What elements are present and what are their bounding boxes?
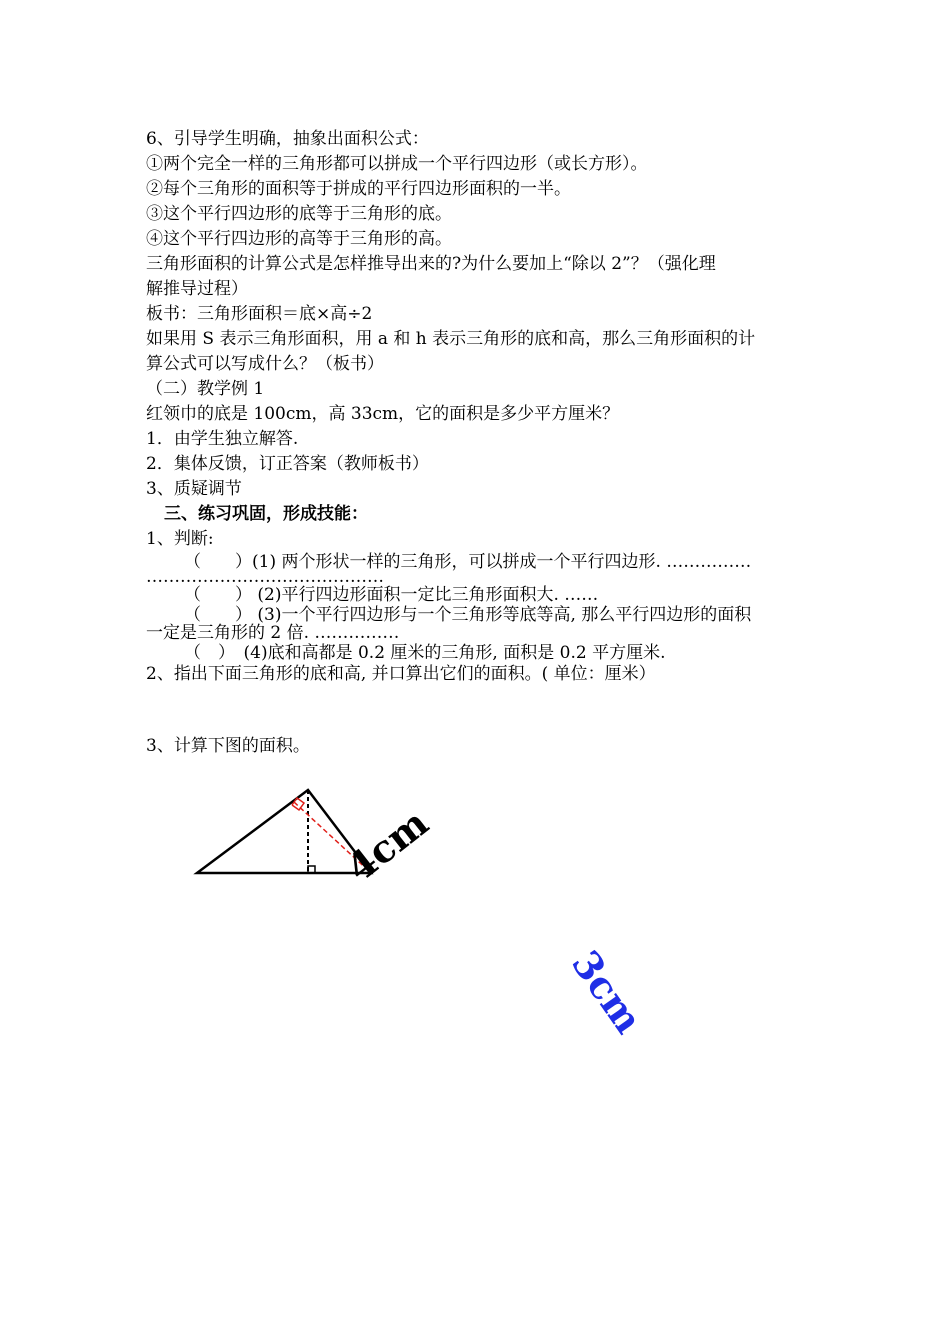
- text-line: ①两个完全一样的三角形都可以拼成一个平行四边形（或长方形）。: [146, 154, 648, 174]
- text-line: 三角形面积的计算公式是怎样推导出来的?为什么要加上“除以 2”？（强化理: [146, 254, 716, 274]
- judge-item-1: （ ）(1) 两个形状一样的三角形，可以拼成一个平行四边形. ……………: [184, 552, 752, 572]
- section-heading: 三、练习巩固，形成技能：: [164, 504, 368, 524]
- judge-item-2: （ ） (2)平行四边形面积一定比三角形面积大. ……: [184, 585, 599, 605]
- text-line: 3、计算下图的面积。: [146, 736, 310, 756]
- label-3cm: 3cm: [563, 942, 652, 1042]
- text-line: 一定是三角形的 2 倍. ……………: [146, 623, 400, 643]
- text-line: ④这个平行四边形的高等于三角形的高。: [146, 229, 452, 249]
- text-line: 如果用 S 表示三角形面积，用 a 和 h 表示三角形的底和高，那么三角形面积的计: [146, 329, 756, 349]
- dot-leader: ……………………………………: [146, 567, 384, 587]
- label-4cm: 4cm: [338, 799, 437, 891]
- text-line: 解推导过程）: [146, 279, 248, 299]
- text-line: 1．由学生独立解答.: [146, 429, 299, 449]
- text-line: ③这个平行四边形的底等于三角形的底。: [146, 204, 452, 224]
- text-line: 算公式可以写成什么？（板书）: [146, 354, 384, 374]
- text-line: ②每个三角形的面积等于拼成的平行四边形面积的一半。: [146, 179, 571, 199]
- text-line: 6、引导学生明确，抽象出面积公式：: [146, 129, 429, 149]
- text-line: 3、质疑调节: [146, 479, 242, 499]
- text-line: 2、指出下面三角形的底和高, 并口算出它们的面积。( 单位：厘米）: [146, 664, 656, 684]
- judge-item-3: （ ） (3)一个平行四边形与一个三角形等底等高, 那么平行四边形的面积: [184, 605, 752, 625]
- text-line: 2．集体反馈，订正答案（教师板书）: [146, 454, 429, 474]
- section-heading: （二）教学例 1: [146, 379, 265, 399]
- judge-item-4: （ ） (4)底和高都是 0.2 厘米的三角形, 面积是 0.2 平方厘米.: [184, 643, 666, 663]
- text-line: 红领巾的底是 100cm，高 33cm，它的面积是多少平方厘米？: [146, 404, 620, 424]
- text-line: 板书：三角形面积＝底×高÷2: [146, 304, 373, 324]
- text-line: 1、判断:: [146, 529, 214, 549]
